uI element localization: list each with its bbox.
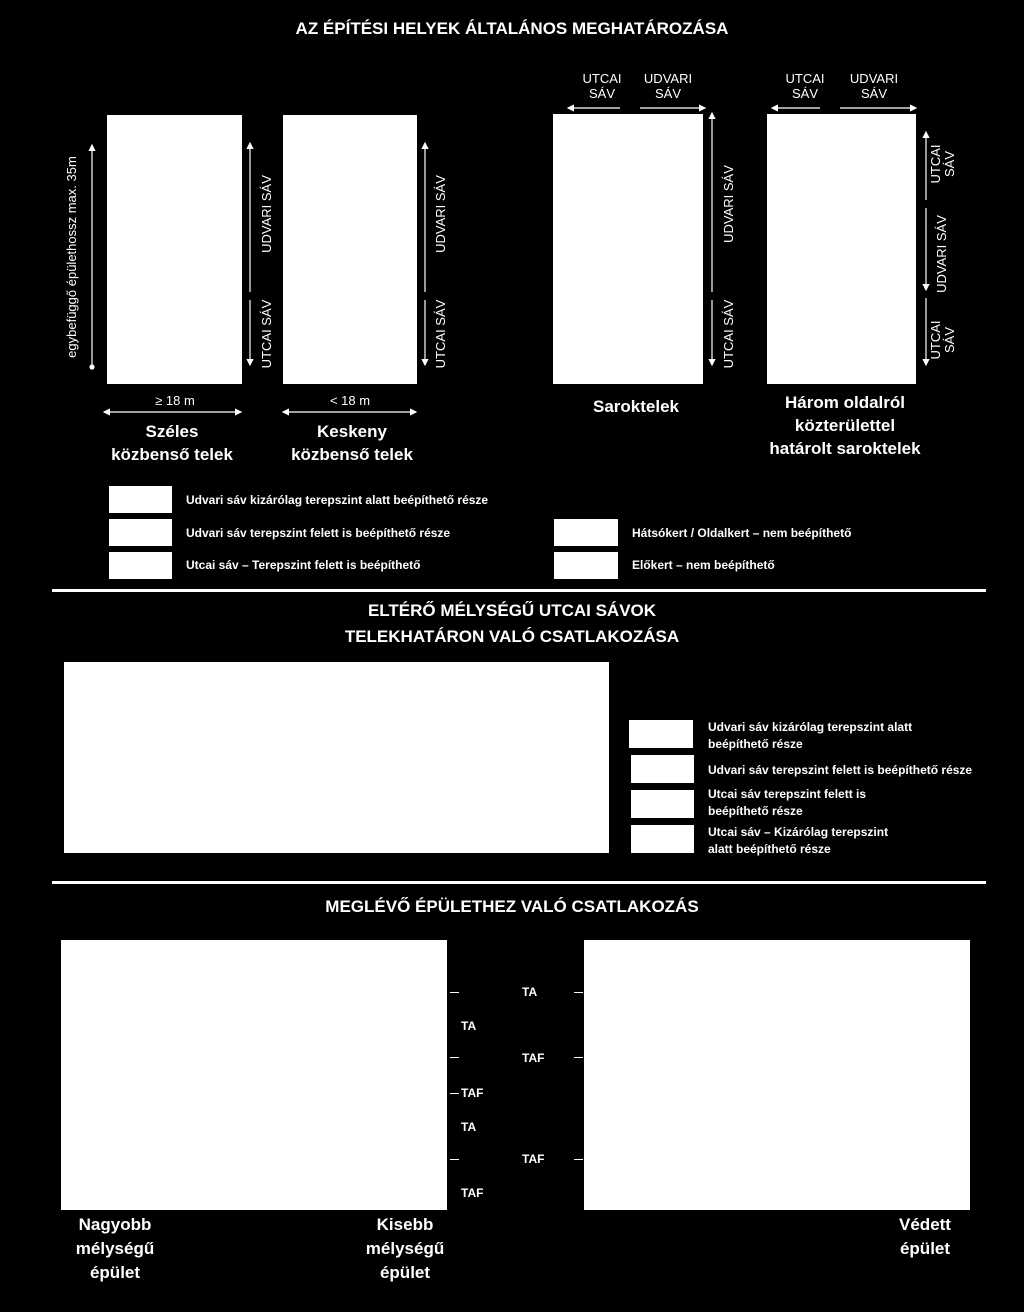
section-divider-2 — [52, 881, 986, 884]
legend2-label-2: Udvari sáv terepszint felett is beépíthető része — [708, 763, 973, 777]
narrow-plot-caption: Keskeny közbenső telek — [291, 422, 413, 464]
level-tick — [450, 1159, 459, 1160]
legend-swatch-5 — [554, 552, 618, 579]
three-side-plot-caption: Három oldalról közterülettel határolt saroktelek — [769, 393, 921, 458]
section-divider-1 — [52, 589, 986, 592]
level-tick — [450, 992, 459, 993]
level-taf-2: TAF — [461, 1086, 484, 1100]
legend2-swatch-4 — [631, 825, 694, 853]
legend-swatch-3 — [109, 552, 172, 579]
level-ta-2: TA — [461, 1019, 477, 1033]
legend-swatch-2 — [109, 519, 172, 546]
wide-plot-caption: Széles közbenső telek — [111, 422, 233, 464]
level-ta-3: TA — [461, 1120, 477, 1134]
narrow-plot — [283, 115, 417, 384]
legend2-swatch-3 — [631, 790, 694, 818]
street-section-title: ELTÉRŐ MÉLYSÉGŰ UTCAI SÁVOK TELEKHATÁRON VALÓ CSATLAKOZÁSA — [344, 601, 680, 646]
wide-width-label: ≥ 18 m — [155, 393, 195, 408]
corner-plot — [553, 114, 703, 384]
utcai-sav-label-4b: UTCAI SÁV — [928, 320, 957, 360]
three-side-corner-plot — [767, 114, 916, 384]
legend-swatch-4 — [554, 519, 618, 546]
legend-label-1: Udvari sáv kizárólag terepszint alatt beépíthető része — [186, 493, 489, 507]
building-elevation-right — [584, 940, 970, 1210]
street-strip-diagram — [64, 662, 609, 853]
top-udvari-label-2: UDVARI SÁV — [849, 71, 899, 101]
legend2-label-4: Utcai sáv – Kizárólag terepszint alatt beépíthető része — [708, 825, 889, 856]
udvari-sav-label-1: UDVARI SÁV — [259, 175, 274, 253]
legend-label-4: Hátsókert / Oldalkert – nem beépíthető — [632, 526, 852, 540]
level-tick — [574, 992, 583, 993]
utcai-sav-label-4a: UTCAI SÁV — [928, 144, 957, 184]
legend2-swatch-1 — [629, 720, 693, 748]
level-taf-3: TAF — [522, 1152, 545, 1166]
legend-label-2: Udvari sáv terepszint felett is beépíthető része — [186, 526, 451, 540]
legend-label-3: Utcai sáv – Terepszint felett is beépíthető — [186, 558, 421, 572]
general-section-title: AZ ÉPÍTÉSI HELYEK ÁLTALÁNOS MEGHATÁROZÁSA — [295, 19, 729, 38]
utcai-sav-label-2: UTCAI SÁV — [433, 299, 448, 369]
smaller-building-caption: Kisebb mélységű épület — [365, 1215, 445, 1282]
protected-building-caption: Védett épület — [899, 1215, 951, 1258]
udvari-sav-label-2: UDVARI SÁV — [433, 175, 448, 253]
existing-section-title: MEGLÉVŐ ÉPÜLETHEZ VALÓ CSATLAKOZÁS — [325, 897, 699, 916]
top-utcai-label-2: UTCAI SÁV — [785, 71, 825, 101]
utcai-sav-label-1: UTCAI SÁV — [259, 299, 274, 369]
level-tick — [450, 1093, 459, 1094]
top-utcai-label: UTCAI SÁV — [582, 71, 622, 101]
udvari-sav-label-4: UDVARI SÁV — [934, 215, 949, 293]
narrow-width-label: < 18 m — [329, 393, 371, 408]
larger-building-caption: Nagyobb mélységű épület — [75, 1215, 155, 1282]
level-ta-1: TA — [522, 985, 538, 999]
level-taf-1: TAF — [522, 1051, 545, 1065]
building-elevation-left — [61, 940, 447, 1210]
corner-plot-caption: Saroktelek — [593, 397, 679, 416]
legend-swatch-1 — [109, 486, 172, 513]
level-tick — [574, 1159, 583, 1160]
top-udvari-label: UDVARI SÁV — [643, 71, 693, 101]
max-length-label: egybefüggő épülethossz max. 35m — [64, 156, 79, 358]
udvari-sav-label-3: UDVARI SÁV — [721, 165, 736, 243]
wide-plot — [107, 115, 242, 384]
legend2-swatch-2 — [631, 755, 694, 783]
legend2-label-3: Utcai sáv terepszint felett is beépíthető része — [708, 787, 867, 818]
legend2-label-1: Udvari sáv kizárólag terepszint alatt beépíthető része — [708, 720, 913, 751]
level-tick — [450, 1057, 459, 1058]
level-taf-4: TAF — [461, 1186, 484, 1200]
level-tick — [574, 1057, 583, 1058]
legend-label-5: Előkert – nem beépíthető — [632, 558, 775, 572]
utcai-sav-label-3: UTCAI SÁV — [721, 299, 736, 369]
